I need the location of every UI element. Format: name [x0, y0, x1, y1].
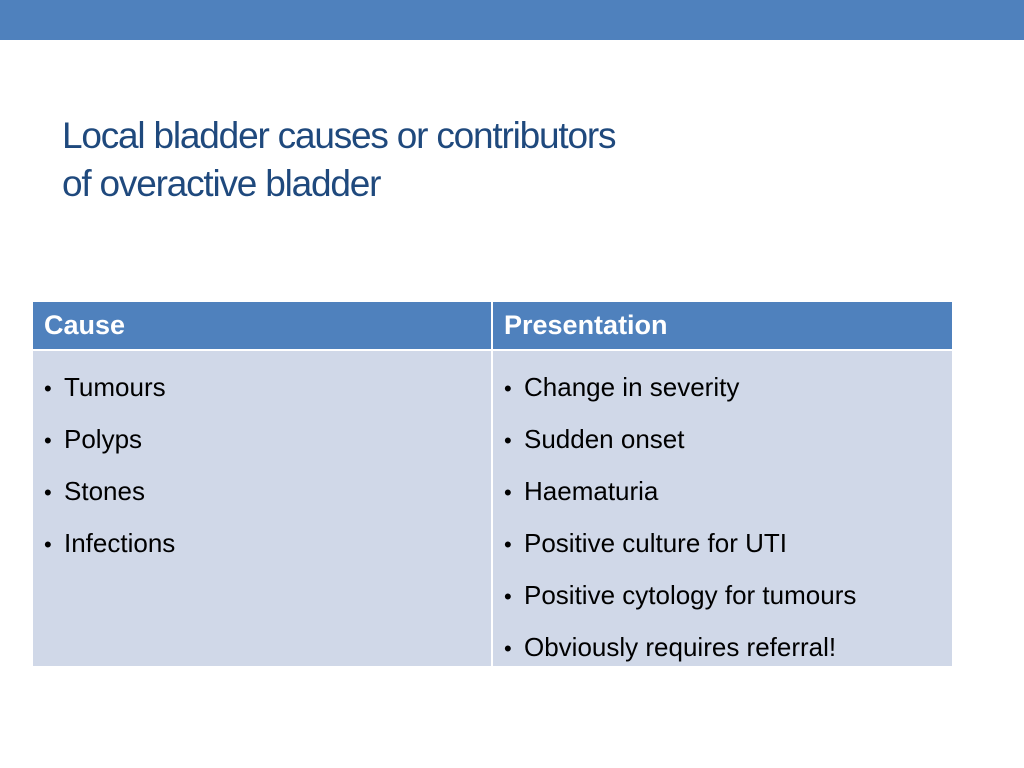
presentation-item: • Sudden onset [504, 414, 952, 466]
cause-cell [33, 351, 491, 666]
slide-title [62, 112, 862, 208]
cause-item: • Infections [44, 518, 491, 570]
cause-presentation-table [33, 302, 952, 666]
bullet-icon: • [504, 584, 512, 609]
bullet-icon: • [44, 532, 52, 557]
header-presentation: Presentation [493, 302, 952, 349]
bullet-icon: • [504, 636, 512, 661]
presentation-item: • Obviously requires referral! [504, 622, 952, 674]
slide-title-line-2: of overactive bladder [62, 163, 381, 204]
slide-title-line-1: Local bladder causes or contributors [62, 115, 616, 156]
presentation-item: • Haematuria [504, 466, 952, 518]
cause-item: • Tumours [44, 362, 491, 414]
top-accent-band [0, 0, 1024, 40]
cause-item: • Stones [44, 466, 491, 518]
header-cause: Cause [33, 302, 491, 349]
cause-item: • Polyps [44, 414, 491, 466]
presentation-item: • Change in severity [504, 362, 952, 414]
bullet-icon: • [504, 376, 512, 401]
cause-list [44, 362, 491, 570]
bullet-icon: • [504, 428, 512, 453]
presentation-item: • Positive culture for UTI [504, 518, 952, 570]
bullet-icon: • [504, 480, 512, 505]
bullet-icon: • [504, 532, 512, 557]
presentation-list [504, 362, 952, 674]
bullet-icon: • [44, 428, 52, 453]
bullet-icon: • [44, 480, 52, 505]
bullet-icon: • [44, 376, 52, 401]
presentation-cell [493, 351, 952, 666]
presentation-item: • Positive cytology for tumours [504, 570, 952, 622]
